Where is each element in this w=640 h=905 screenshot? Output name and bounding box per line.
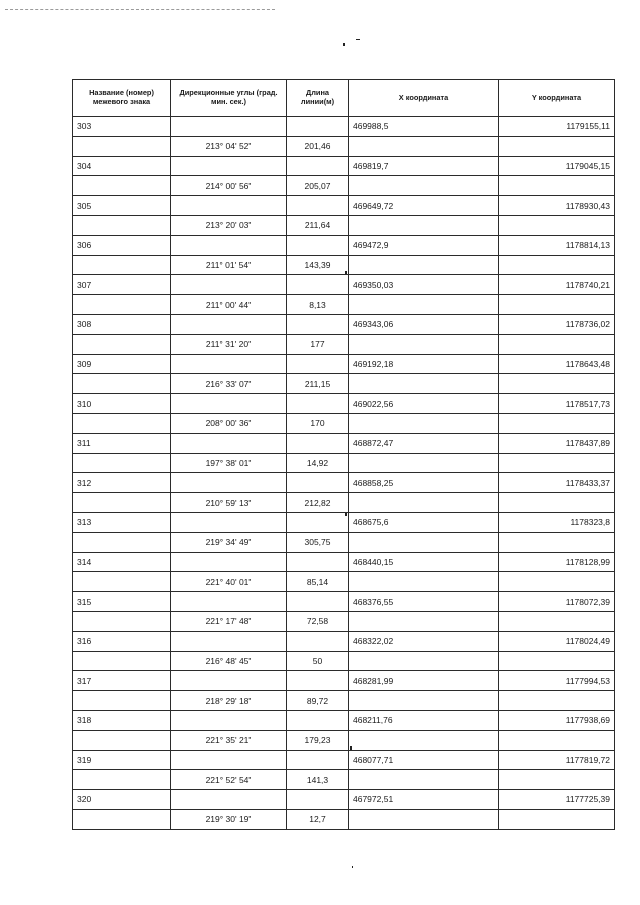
bearing-angle-cell: 211° 31' 20" [171, 334, 287, 354]
empty-cell [349, 651, 499, 671]
empty-cell [73, 413, 171, 433]
empty-cell [349, 730, 499, 750]
empty-cell [499, 651, 615, 671]
empty-cell [171, 631, 287, 651]
table-row-segment [73, 572, 615, 592]
empty-cell [171, 790, 287, 810]
x-coordinate-cell: 469192,18 [349, 354, 499, 374]
table-row-segment [73, 651, 615, 671]
table-row-segment [73, 730, 615, 750]
line-length-cell: 179,23 [287, 730, 349, 750]
y-coordinate-cell: 1178740,21 [499, 275, 615, 295]
table-row-segment [73, 691, 615, 711]
table-row-segment [73, 453, 615, 473]
empty-cell [287, 512, 349, 532]
empty-cell [171, 275, 287, 295]
bearing-angle-cell: 216° 33' 07" [171, 374, 287, 394]
y-coordinate-cell: 1178814,13 [499, 235, 615, 255]
table-body [73, 117, 615, 830]
table-row-segment [73, 215, 615, 235]
marker-name-cell: 308 [73, 314, 171, 334]
y-coordinate-cell: 1178433,37 [499, 473, 615, 493]
bearing-angle-cell: 221° 52' 54" [171, 770, 287, 790]
y-coordinate-cell: 1179155,11 [499, 117, 615, 137]
marker-name-cell: 309 [73, 354, 171, 374]
empty-cell [73, 532, 171, 552]
line-length-cell: 212,82 [287, 493, 349, 513]
y-coordinate-cell: 1179045,15 [499, 156, 615, 176]
empty-cell [171, 354, 287, 374]
empty-cell [499, 334, 615, 354]
empty-cell [171, 433, 287, 453]
scan-speck [343, 43, 345, 46]
y-coordinate-cell: 1178736,02 [499, 314, 615, 334]
table-row-point [73, 552, 615, 572]
line-length-cell: 211,64 [287, 215, 349, 235]
x-coordinate-cell: 468077,71 [349, 750, 499, 770]
empty-cell [499, 691, 615, 711]
line-length-cell: 89,72 [287, 691, 349, 711]
table-row-point [73, 354, 615, 374]
empty-cell [287, 235, 349, 255]
bearing-angle-cell: 218° 29' 18" [171, 691, 287, 711]
table-row-segment [73, 809, 615, 829]
empty-cell [171, 196, 287, 216]
empty-cell [349, 493, 499, 513]
empty-cell [499, 215, 615, 235]
empty-cell [287, 750, 349, 770]
y-coordinate-cell: 1178930,43 [499, 196, 615, 216]
line-length-cell: 143,39 [287, 255, 349, 275]
empty-cell [171, 592, 287, 612]
bearing-angle-cell: 214° 00' 56" [171, 176, 287, 196]
line-length-cell: 305,75 [287, 532, 349, 552]
empty-cell [171, 512, 287, 532]
table-row-point [73, 671, 615, 691]
empty-cell [287, 196, 349, 216]
boundary-coordinates-table [72, 79, 615, 830]
empty-cell [287, 671, 349, 691]
scan-speck [352, 866, 353, 868]
marker-name-cell: 312 [73, 473, 171, 493]
y-coordinate-cell: 1178072,39 [499, 592, 615, 612]
empty-cell [499, 532, 615, 552]
empty-cell [287, 631, 349, 651]
marker-name-cell: 305 [73, 196, 171, 216]
empty-cell [349, 176, 499, 196]
bearing-angle-cell: 211° 01' 54" [171, 255, 287, 275]
empty-cell [287, 592, 349, 612]
x-coordinate-cell: 467972,51 [349, 790, 499, 810]
empty-cell [73, 295, 171, 315]
empty-cell [349, 770, 499, 790]
table-row-segment [73, 413, 615, 433]
y-coordinate-cell: 1178128,99 [499, 552, 615, 572]
scan-artifact-line [5, 9, 275, 10]
x-coordinate-cell: 469819,7 [349, 156, 499, 176]
table-row-point [73, 710, 615, 730]
empty-cell [287, 710, 349, 730]
line-length-cell: 141,3 [287, 770, 349, 790]
table-row-segment [73, 295, 615, 315]
table-row-point [73, 394, 615, 414]
empty-cell [499, 374, 615, 394]
x-coordinate-cell: 469988,5 [349, 117, 499, 137]
table-row-point [73, 473, 615, 493]
x-coordinate-cell: 469022,56 [349, 394, 499, 414]
empty-cell [499, 453, 615, 473]
empty-cell [73, 691, 171, 711]
x-coordinate-cell: 468376,55 [349, 592, 499, 612]
x-coordinate-cell: 469649,72 [349, 196, 499, 216]
marker-name-cell: 318 [73, 710, 171, 730]
empty-cell [349, 374, 499, 394]
x-coordinate-cell: 468858,25 [349, 473, 499, 493]
empty-cell [171, 473, 287, 493]
line-length-cell: 201,46 [287, 136, 349, 156]
line-length-cell: 205,07 [287, 176, 349, 196]
table-row-point [73, 117, 615, 137]
x-coordinate-cell: 469472,9 [349, 235, 499, 255]
y-coordinate-cell: 1177725,39 [499, 790, 615, 810]
table-row-segment [73, 176, 615, 196]
bearing-angle-cell: 221° 35' 21" [171, 730, 287, 750]
bearing-angle-cell: 197° 38' 01" [171, 453, 287, 473]
bearing-angle-cell: 208° 00' 36" [171, 413, 287, 433]
empty-cell [171, 156, 287, 176]
bearing-angle-cell: 213° 04' 52" [171, 136, 287, 156]
empty-cell [73, 809, 171, 829]
line-length-cell: 170 [287, 413, 349, 433]
table-row-segment [73, 255, 615, 275]
empty-cell [287, 117, 349, 137]
marker-name-cell: 303 [73, 117, 171, 137]
empty-cell [499, 611, 615, 631]
empty-cell [287, 275, 349, 295]
bearing-angle-cell: 210° 59' 13" [171, 493, 287, 513]
bearing-angle-cell: 219° 34' 49" [171, 532, 287, 552]
empty-cell [349, 334, 499, 354]
empty-cell [73, 136, 171, 156]
y-coordinate-cell: 1177994,53 [499, 671, 615, 691]
empty-cell [73, 255, 171, 275]
empty-cell [287, 314, 349, 334]
empty-cell [171, 710, 287, 730]
line-length-cell: 50 [287, 651, 349, 671]
x-coordinate-cell: 468281,99 [349, 671, 499, 691]
empty-cell [73, 374, 171, 394]
empty-cell [349, 809, 499, 829]
empty-cell [287, 790, 349, 810]
marker-name-cell: 307 [73, 275, 171, 295]
table-row-point [73, 314, 615, 334]
empty-cell [73, 334, 171, 354]
table-header-row [73, 80, 615, 117]
table-row-point [73, 433, 615, 453]
table-row-segment [73, 136, 615, 156]
y-coordinate-cell: 1178437,89 [499, 433, 615, 453]
empty-cell [349, 611, 499, 631]
empty-cell [73, 770, 171, 790]
bearing-angle-cell: 219° 30' 19" [171, 809, 287, 829]
line-length-cell: 14,92 [287, 453, 349, 473]
y-coordinate-cell: 1178323,8 [499, 512, 615, 532]
y-coordinate-cell: 1177819,72 [499, 750, 615, 770]
bearing-angle-cell: 221° 17' 48" [171, 611, 287, 631]
empty-cell [499, 295, 615, 315]
marker-name-cell: 315 [73, 592, 171, 612]
table-row-point [73, 235, 615, 255]
empty-cell [349, 572, 499, 592]
marker-name-cell: 313 [73, 512, 171, 532]
marker-name-cell: 317 [73, 671, 171, 691]
y-coordinate-cell: 1178643,48 [499, 354, 615, 374]
table-row-point [73, 592, 615, 612]
empty-cell [287, 433, 349, 453]
header-bearing-angle: Дирекционные углы (град. мин. сек.) [171, 80, 287, 117]
empty-cell [287, 552, 349, 572]
header-y-coordinate: Y координата [499, 80, 615, 117]
empty-cell [171, 117, 287, 137]
empty-cell [499, 493, 615, 513]
empty-cell [171, 314, 287, 334]
y-coordinate-cell: 1177938,69 [499, 710, 615, 730]
empty-cell [73, 611, 171, 631]
scan-speck [356, 39, 360, 40]
empty-cell [287, 473, 349, 493]
marker-name-cell: 306 [73, 235, 171, 255]
table-row-point [73, 512, 615, 532]
empty-cell [349, 691, 499, 711]
table-row-point [73, 790, 615, 810]
marker-name-cell: 310 [73, 394, 171, 414]
empty-cell [171, 552, 287, 572]
line-length-cell: 177 [287, 334, 349, 354]
empty-cell [499, 809, 615, 829]
empty-cell [499, 770, 615, 790]
empty-cell [73, 453, 171, 473]
empty-cell [349, 453, 499, 473]
empty-cell [349, 532, 499, 552]
empty-cell [171, 394, 287, 414]
bearing-angle-cell: 221° 40' 01" [171, 572, 287, 592]
marker-name-cell: 319 [73, 750, 171, 770]
marker-name-cell: 316 [73, 631, 171, 651]
table-row-segment [73, 493, 615, 513]
empty-cell [73, 215, 171, 235]
empty-cell [499, 255, 615, 275]
marker-name-cell: 314 [73, 552, 171, 572]
empty-cell [349, 413, 499, 433]
x-coordinate-cell: 468211,76 [349, 710, 499, 730]
empty-cell [171, 671, 287, 691]
empty-cell [287, 394, 349, 414]
table-row-segment [73, 770, 615, 790]
empty-cell [73, 730, 171, 750]
empty-cell [499, 413, 615, 433]
empty-cell [349, 215, 499, 235]
marker-name-cell: 320 [73, 790, 171, 810]
marker-name-cell: 311 [73, 433, 171, 453]
empty-cell [499, 730, 615, 750]
empty-cell [499, 136, 615, 156]
header-line-length: Длина линии(м) [287, 80, 349, 117]
empty-cell [73, 651, 171, 671]
table-row-point [73, 196, 615, 216]
empty-cell [287, 156, 349, 176]
x-coordinate-cell: 469350,03 [349, 275, 499, 295]
empty-cell [349, 295, 499, 315]
x-coordinate-cell: 468872,47 [349, 433, 499, 453]
line-length-cell: 211,15 [287, 374, 349, 394]
x-coordinate-cell: 468440,15 [349, 552, 499, 572]
line-length-cell: 85,14 [287, 572, 349, 592]
line-length-cell: 72,58 [287, 611, 349, 631]
bearing-angle-cell: 211° 00' 44" [171, 295, 287, 315]
empty-cell [349, 136, 499, 156]
y-coordinate-cell: 1178517,73 [499, 394, 615, 414]
bearing-angle-cell: 216° 48' 45" [171, 651, 287, 671]
table-row-point [73, 275, 615, 295]
x-coordinate-cell: 468322,02 [349, 631, 499, 651]
empty-cell [499, 176, 615, 196]
empty-cell [73, 493, 171, 513]
header-x-coordinate: X координата [349, 80, 499, 117]
table-row-segment [73, 611, 615, 631]
empty-cell [171, 750, 287, 770]
line-length-cell: 12,7 [287, 809, 349, 829]
table-row-segment [73, 532, 615, 552]
header-marker-name: Название (номер) межевого знака [73, 80, 171, 117]
bearing-angle-cell: 213° 20' 03" [171, 215, 287, 235]
empty-cell [349, 255, 499, 275]
table-row-point [73, 156, 615, 176]
table-row-point [73, 631, 615, 651]
line-length-cell: 8,13 [287, 295, 349, 315]
x-coordinate-cell: 468675,6 [349, 512, 499, 532]
x-coordinate-cell: 469343,06 [349, 314, 499, 334]
empty-cell [287, 354, 349, 374]
empty-cell [171, 235, 287, 255]
table-row-segment [73, 374, 615, 394]
empty-cell [73, 572, 171, 592]
empty-cell [499, 572, 615, 592]
marker-name-cell: 304 [73, 156, 171, 176]
table-row-segment [73, 334, 615, 354]
y-coordinate-cell: 1178024,49 [499, 631, 615, 651]
empty-cell [73, 176, 171, 196]
table-row-point [73, 750, 615, 770]
